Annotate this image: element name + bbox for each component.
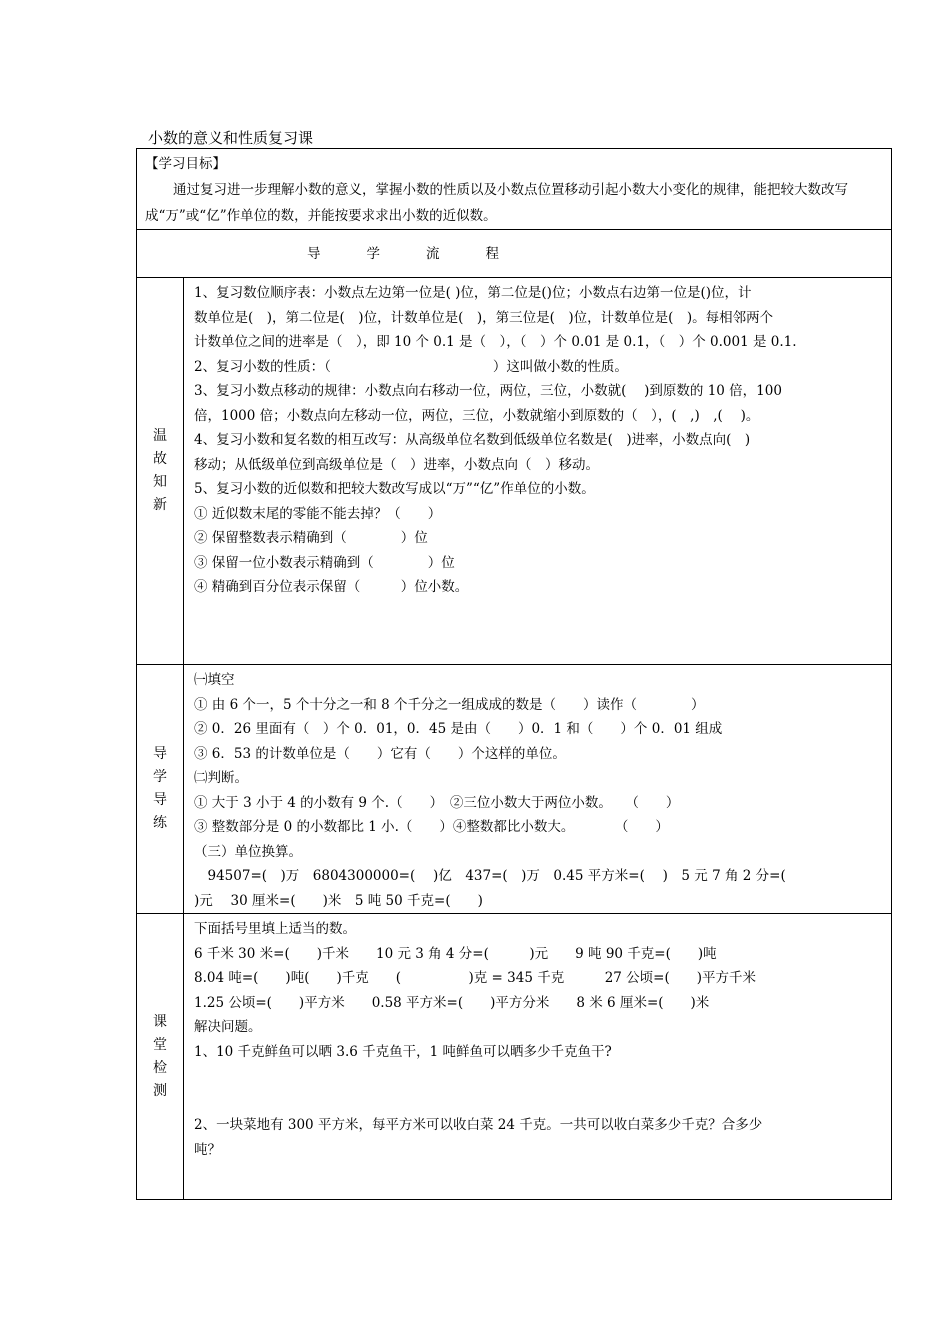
review-line: ② 保留整数表示精确到（ ）位 [194,530,428,546]
practice-line: 94507=( )万 6804300000=( )亿 437=( )万 0.45 平方米=( ) 5 元 7 角 2 分=( [194,868,786,884]
flow-char: 程 [485,246,501,262]
review-line: ③ 保留一位小数表示精确到（ ）位 [194,554,455,571]
practice-line: ③ 6．53 的计数单位是（ ）它有（ ）个这样的单位。 [194,745,566,762]
practice-section [137,665,892,914]
check-content [184,914,892,1200]
review-line: 计数单位之间的进率是（ ），即 10 个 0.1 是（ ），（ ）个 0.01 是 0.1，（ ）个 0.001 是 0.1. [194,334,797,350]
review-line: 数单位是( )，第二位是( )位，计数单位是( )，第三位是( )位，计数单位是( )。每相邻两个 [194,309,774,326]
check-line: 6 千米 30 米=( )千米 10 元 3 角 4 分=( )元 9 吨 90 千克=( )吨 [194,945,717,962]
flow-char: 学 [366,246,382,262]
check-line: 吨？ [194,1141,221,1158]
practice-line: ① 由 6 个一，5 个十分之一和 8 个千分之一组成成的数是（ ）读作（ ） [194,696,705,713]
check-line: 2、一块菜地有 300 平方米，每平方米可以收白菜 24 千克。一共可以收白菜多少千克？合多少 [194,1117,763,1133]
flow-char: 导 [307,246,323,262]
study-guide-table [136,148,892,1200]
flow-row [137,230,892,278]
check-line: 解决问题。 [194,1019,262,1035]
section-label-practice: 导 学 导 练 [137,665,184,914]
review-section [137,278,892,665]
check-line [194,1064,883,1089]
review-line: 4、复习小数和复名数的相互改写：从高级单位名数到低级单位名数是( )进率，小数点向( ) [194,432,751,448]
check-line: 1.25 公顷=( )平方米 0.58 平方米=( )平方分米 8 米 6 厘米=( )米 [194,994,710,1011]
section-label-review: 温 故 知 新 [137,278,184,665]
objective-row [137,149,892,230]
practice-line: )元 30 厘米=( )米 5 吨 50 千克=( ) [194,892,483,909]
practice-line: ② 0．26 里面有（ ）个 0．01，0．45 是由（ ）0．1 和（ ）个 0．01 组成 [194,721,723,737]
check-line: 8.04 吨=( )吨( )千克 ( )克 = 345 千克 27 公顷=( )平方千米 [194,970,757,986]
practice-content [184,665,892,914]
practice-line: ③ 整数部分是 0 的小数都比 1 小.（ ）④整数都比小数大。 （ ） [194,819,669,835]
check-section [137,914,892,1200]
page-title: 小数的意义和性质复习课 [148,129,314,147]
section-label-check: 课 堂 检 测 [137,914,184,1200]
practice-line: （三）单位换算。 [194,843,302,860]
flow-heading [137,230,892,278]
objective-header: 【学习目标】 [145,156,226,172]
practice-line: ㈡判断。 [194,770,248,786]
flow-char: 流 [426,246,442,262]
objective-text: 通过复习进一步理解小数的意义，掌握小数的性质以及小数点位置移动引起小数大小变化的规律，能把较大数改写成“万”或“亿”作单位的数，并能按要求求出小数的近似数。 [145,182,848,224]
review-line: ④ 精确到百分位表示保留（ ）位小数。 [194,579,469,595]
check-line [194,1089,883,1114]
check-line: 1、10 千克鲜鱼可以晒 3.6 千克鱼干，1 吨鲜鱼可以晒多少千克鱼干? [194,1043,612,1060]
review-line: 移动；从低级单位到高级单位是（ ）进率，小数点向（ ）移动。 [194,456,599,473]
review-content [184,278,892,665]
practice-line: ㈠填空 [194,672,235,688]
review-line: 2、复习小数的性质：（ ）这叫做小数的性质。 [194,358,628,375]
check-line: 下面括号里填上适当的数。 [194,921,356,937]
review-line: 倍，1000 倍；小数点向左移动一位，两位，三位，小数就缩小到原数的（ ），( ,) ,( )。 [194,407,760,424]
objective-cell [137,149,892,230]
review-line: ① 近似数末尾的零能不能去掉？（ ） [194,505,442,522]
practice-line: ① 大于 3 小于 4 的小数有 9 个.（ ） ②三位小数大于两位小数。 （ ） [194,794,680,811]
review-line: 5、复习小数的近似数和把较大数改写成以“万”“亿”作单位的小数。 [194,481,595,497]
review-line: 3、复习小数点移动的规律：小数点向右移动一位，两位，三位，小数就( )到原数的 10 倍，100 [194,383,782,399]
review-line: 1、复习数位顺序表：小数点左边第一位是( )位，第二位是()位；小数点右边第一位是()位，计 [194,285,752,301]
